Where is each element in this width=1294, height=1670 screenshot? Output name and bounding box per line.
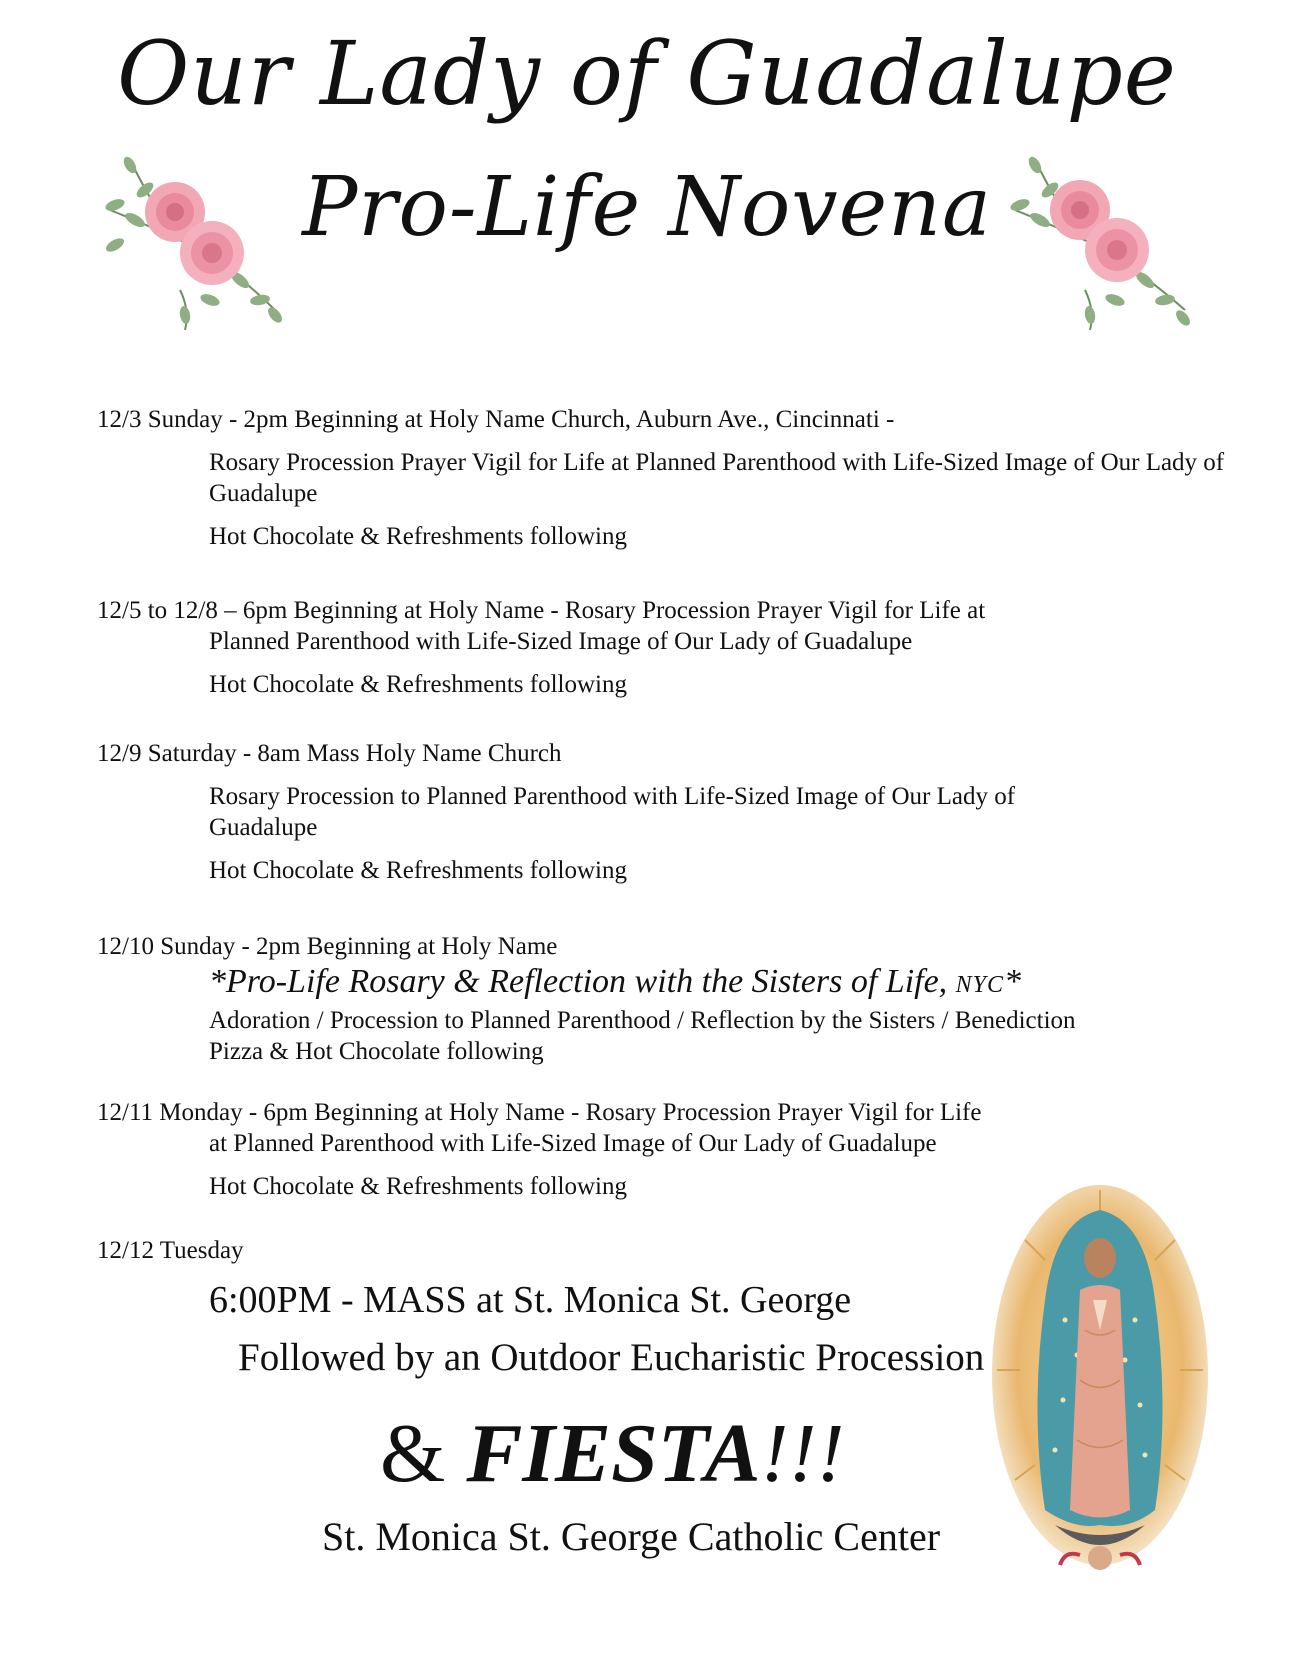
event-heading: 12/3 Sunday - 2pm Beginning at Holy Name Church, Auburn Ave., Cincinnati - (97, 406, 895, 433)
event-followup: Hot Chocolate & Refreshments following (209, 857, 627, 884)
event-heading: 12/9 Saturday - 8am Mass Holy Name Church (97, 740, 562, 767)
rose-bouquet-icon (90, 150, 290, 335)
fiesta-exclamation: !!! (760, 1407, 845, 1500)
highlight-text: *Pro-Life Rosary & Reflection with the Sisters of Life, (209, 963, 948, 1000)
event-followup: Pizza & Hot Chocolate following (209, 1038, 544, 1065)
event-detail: Rosary Procession to Planned Parenthood with Life-Sized Image of Our Lady of Guadalupe (209, 783, 1016, 841)
event-followup: Hot Chocolate & Refreshments following (209, 523, 627, 550)
event-heading: 12/11 Monday - 6pm Beginning at Holy Name - Rosary Procession Prayer Vigil for Life (97, 1099, 982, 1126)
event-dec-3 (97, 404, 1267, 552)
fiesta-ampersand: & (380, 1407, 446, 1500)
event-detail: at Planned Parenthood with Life-Sized Image of Our Lady of Guadalupe (209, 1130, 937, 1157)
fiesta-word: FIESTA (466, 1407, 761, 1500)
event-heading: 12/12 Tuesday (97, 1237, 244, 1264)
rose-bouquet-icon (1005, 150, 1205, 335)
event-followup: Hot Chocolate & Refreshments following (209, 671, 627, 698)
mass-announcement: 6:00PM - MASS at St. Monica St. George (209, 1279, 852, 1321)
venue-name: St. Monica St. George Catholic Center (322, 1514, 941, 1559)
event-detail: Adoration / Procession to Planned Parenthood / Reflection by the Sisters / Benediction (209, 1007, 1076, 1034)
sisters-of-life-highlight (97, 962, 1267, 1005)
event-dec-10 (97, 931, 1267, 1067)
event-detail: Planned Parenthood with Life-Sized Image of Our Lady of Guadalupe (209, 628, 913, 655)
event-dec-5-to-8 (97, 595, 1267, 700)
fiesta-headline (380, 1405, 844, 1502)
event-detail: Rosary Procession Prayer Vigil for Life at Planned Parenthood with Life-Sized Image of Our Lady of Guadalupe (209, 449, 1225, 507)
highlight-end: * (1004, 963, 1022, 1000)
event-heading: 12/10 Sunday - 2pm Beginning at Holy Name (97, 933, 558, 960)
event-dec-9 (97, 738, 1267, 886)
page-title-line-1: Our Lady of Guadalupe (117, 22, 1177, 125)
highlight-nyc: NYC (955, 972, 1005, 998)
our-lady-of-guadalupe-icon (985, 1180, 1215, 1590)
event-followup: Hot Chocolate & Refreshments following (209, 1173, 627, 1200)
page-title-line-2: Pro-Life Novena (302, 160, 992, 255)
procession-announcement: Followed by an Outdoor Eucharistic Procession (238, 1336, 985, 1379)
event-heading: 12/5 to 12/8 – 6pm Beginning at Holy Name - Rosary Procession Prayer Vigil for Life at (97, 597, 986, 624)
